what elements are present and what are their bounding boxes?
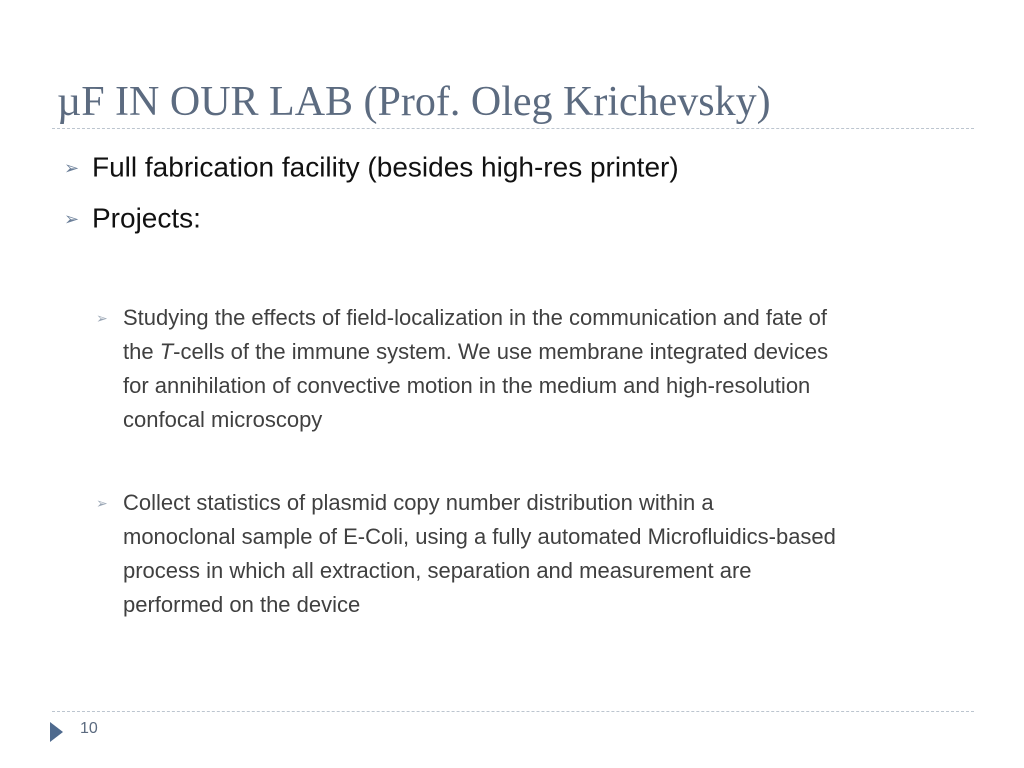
- bullet-arrow-icon: ➢: [64, 157, 80, 178]
- bullet-text: Full fabrication facility (besides high-res printer): [92, 151, 679, 183]
- title-divider: [52, 128, 974, 129]
- project-text-line: Collect statistics of plasmid copy number distribution within a: [123, 490, 714, 515]
- bullet-fabrication: [64, 148, 679, 186]
- bullet-projects: [64, 199, 201, 237]
- project-item-plasmid: [96, 486, 966, 622]
- project-text-line: performed on the device: [123, 592, 361, 617]
- footer-divider: [52, 711, 974, 712]
- project-item-tcells: [96, 301, 966, 437]
- project-text-line: process in which all extraction, separation and measurement are: [123, 558, 752, 583]
- page-number: 10: [80, 720, 98, 737]
- text-segment: -cells of the immune system. We use membrane integrated devices: [173, 339, 829, 364]
- triangle-right-icon: [50, 722, 63, 742]
- project-text-line: Studying the effects of field-localization in the communication and fate of: [123, 305, 828, 330]
- text-segment: the: [123, 339, 160, 364]
- slide-title: µF IN OUR LAB (Prof. Oleg Krichevsky): [57, 79, 771, 125]
- sub-bullet-arrow-icon: ➢: [96, 495, 108, 511]
- bullet-arrow-icon: ➢: [64, 208, 80, 229]
- project-text-line: confocal microscopy: [123, 407, 323, 432]
- project-text-line: [123, 335, 966, 369]
- project-text-line: monoclonal sample of E-Coli, using a fully automated Microfluidics-based: [123, 524, 836, 549]
- sub-bullet-arrow-icon: ➢: [96, 310, 108, 326]
- project-text-line: for annihilation of convective motion in the medium and high-resolution: [123, 373, 811, 398]
- italic-term: T: [159, 339, 174, 364]
- bullet-text: Projects:: [92, 202, 201, 234]
